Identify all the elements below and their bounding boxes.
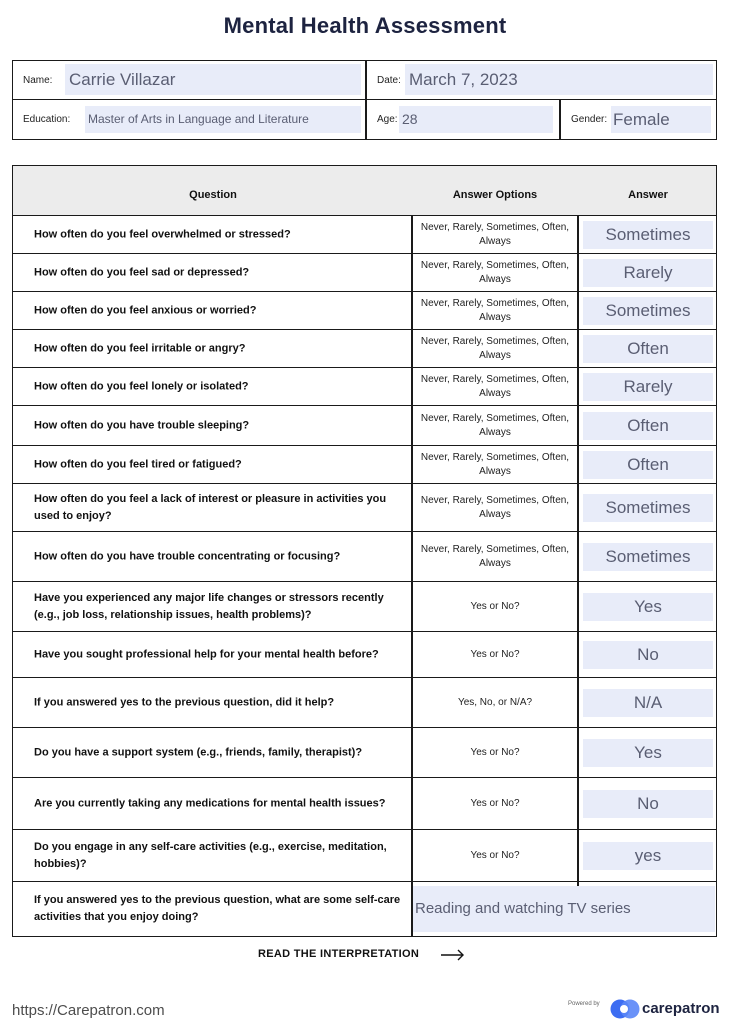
table-row bbox=[13, 484, 716, 532]
answer-options-text: Never, Rarely, Sometimes, Often, Always bbox=[420, 335, 570, 361]
answer-options-text: Never, Rarely, Sometimes, Often, Always bbox=[420, 259, 570, 285]
answer-field[interactable]: Often bbox=[583, 412, 713, 440]
arrow-right-icon[interactable] bbox=[440, 948, 466, 962]
table-row bbox=[13, 446, 716, 484]
column-divider bbox=[411, 216, 413, 886]
patient-info-box bbox=[12, 60, 717, 140]
header-answer: Answer bbox=[628, 189, 668, 201]
question-text: How often do you feel anxious or worried? bbox=[34, 304, 257, 316]
answer-field[interactable]: yes bbox=[583, 842, 713, 870]
question-text: How often do you feel sad or depressed? bbox=[34, 266, 250, 278]
name-label: Name: bbox=[23, 75, 53, 86]
question-text: Have you experienced any major life changes or stressors recently (e.g., job loss, relationship issues, health problems)? bbox=[34, 591, 384, 621]
question-text: How often do you feel tired or fatigued? bbox=[34, 458, 242, 470]
table-row bbox=[13, 532, 716, 582]
page-title: Mental Health Assessment bbox=[223, 13, 507, 38]
education-cell bbox=[13, 100, 365, 139]
column-divider bbox=[577, 216, 579, 886]
header-answer-options: Answer Options bbox=[452, 189, 538, 201]
question-text: If you answered yes to the previous question, did it help? bbox=[34, 696, 335, 708]
answer-options-text: Never, Rarely, Sometimes, Often, Always bbox=[420, 297, 570, 323]
age-cell bbox=[367, 100, 559, 139]
age-label: Age: bbox=[377, 114, 398, 125]
table-header bbox=[13, 166, 716, 216]
answer-options-text: Never, Rarely, Sometimes, Often, Always bbox=[420, 494, 570, 520]
answer-field[interactable]: Sometimes bbox=[583, 297, 713, 325]
question-text: Do you have a support system (e.g., friends, family, therapist)? bbox=[34, 746, 363, 758]
answer-options-text: Yes, No, or N/A? bbox=[457, 696, 533, 708]
gender-cell bbox=[561, 100, 717, 139]
table-row bbox=[13, 292, 716, 330]
question-text: How often do you have trouble sleeping? bbox=[34, 419, 250, 431]
date-label: Date: bbox=[377, 75, 401, 86]
question-text: How often do you feel a lack of interest or pleasure in activities you used to enjoy? bbox=[34, 492, 387, 522]
info-row-1 bbox=[13, 61, 716, 100]
answer-field[interactable]: Rarely bbox=[583, 373, 713, 401]
question-text: If you answered yes to the previous question, what are some self-care activities that you enjoy doing? bbox=[34, 894, 401, 923]
answer-options-text: Yes or No? bbox=[470, 746, 520, 758]
answer-field[interactable]: Often bbox=[583, 451, 713, 479]
powered-by-label: Powered by bbox=[568, 1001, 600, 1007]
table-row bbox=[13, 778, 716, 830]
assessment-table bbox=[12, 165, 717, 937]
self-care-activities-field[interactable]: Reading and watching TV series bbox=[413, 886, 715, 932]
gender-label: Gender: bbox=[571, 114, 608, 125]
answer-options-text: Never, Rarely, Sometimes, Often, Always bbox=[420, 221, 570, 247]
table-row bbox=[13, 368, 716, 406]
read-interpretation-link[interactable]: READ THE INTERPRETATION bbox=[258, 948, 420, 960]
name-cell bbox=[13, 61, 365, 99]
answer-options-text: Never, Rarely, Sometimes, Often, Always bbox=[420, 373, 570, 399]
answer-field[interactable]: N/A bbox=[583, 689, 713, 717]
table-row bbox=[13, 254, 716, 292]
table-row bbox=[13, 830, 716, 882]
website-url[interactable]: https://Carepatron.com bbox=[12, 1002, 165, 1019]
answer-field[interactable]: No bbox=[583, 641, 713, 669]
answer-field[interactable]: Rarely bbox=[583, 259, 713, 287]
question-text: How often do you feel overwhelmed or stressed? bbox=[34, 228, 291, 240]
question-text: How often do you have trouble concentrating or focusing? bbox=[34, 550, 341, 562]
answer-field[interactable]: Sometimes bbox=[583, 494, 713, 522]
column-divider bbox=[411, 886, 413, 936]
age-field[interactable]: 28 bbox=[399, 106, 553, 133]
answer-options-text: Yes or No? bbox=[470, 600, 520, 612]
brand-name: carepatron bbox=[642, 1000, 720, 1017]
answer-field[interactable]: Sometimes bbox=[583, 543, 713, 571]
question-text: How often do you feel lonely or isolated? bbox=[34, 380, 249, 392]
answer-field[interactable]: No bbox=[583, 790, 713, 818]
answer-options-text: Yes or No? bbox=[470, 648, 520, 660]
answer-options-text: Yes or No? bbox=[470, 797, 520, 809]
gender-field[interactable]: Female bbox=[611, 106, 711, 133]
question-text: Are you currently taking any medications for mental health issues? bbox=[34, 797, 386, 809]
education-label: Education: bbox=[23, 114, 71, 125]
education-field[interactable]: Master of Arts in Language and Literature bbox=[85, 106, 361, 133]
table-row bbox=[13, 216, 716, 254]
table-row bbox=[13, 330, 716, 368]
table-row bbox=[13, 882, 716, 936]
info-row-2 bbox=[13, 100, 716, 139]
table-row bbox=[13, 678, 716, 728]
answer-field[interactable]: Often bbox=[583, 335, 713, 363]
answer-field[interactable]: Yes bbox=[583, 739, 713, 767]
answer-field[interactable]: Sometimes bbox=[583, 221, 713, 249]
answer-options-text: Never, Rarely, Sometimes, Often, Always bbox=[420, 412, 570, 438]
answer-options-text: Never, Rarely, Sometimes, Often, Always bbox=[420, 543, 570, 569]
table-row bbox=[13, 406, 716, 446]
question-text: Have you sought professional help for your mental health before? bbox=[34, 648, 379, 660]
header-question: Question bbox=[189, 189, 237, 201]
answer-field[interactable]: Yes bbox=[583, 593, 713, 621]
answer-options-text: Yes or No? bbox=[470, 849, 520, 861]
question-text: Do you engage in any self-care activities (e.g., exercise, meditation, hobbies)? bbox=[34, 840, 387, 870]
date-field[interactable]: March 7, 2023 bbox=[405, 64, 713, 95]
table-row bbox=[13, 582, 716, 632]
table-row bbox=[13, 632, 716, 678]
table-row bbox=[13, 728, 716, 778]
name-field[interactable]: Carrie Villazar bbox=[65, 64, 361, 95]
answer-options-text: Never, Rarely, Sometimes, Often, Always bbox=[420, 451, 570, 477]
carepatron-logo-icon bbox=[610, 998, 640, 1020]
question-text: How often do you feel irritable or angry? bbox=[34, 342, 246, 354]
date-cell bbox=[367, 61, 717, 99]
